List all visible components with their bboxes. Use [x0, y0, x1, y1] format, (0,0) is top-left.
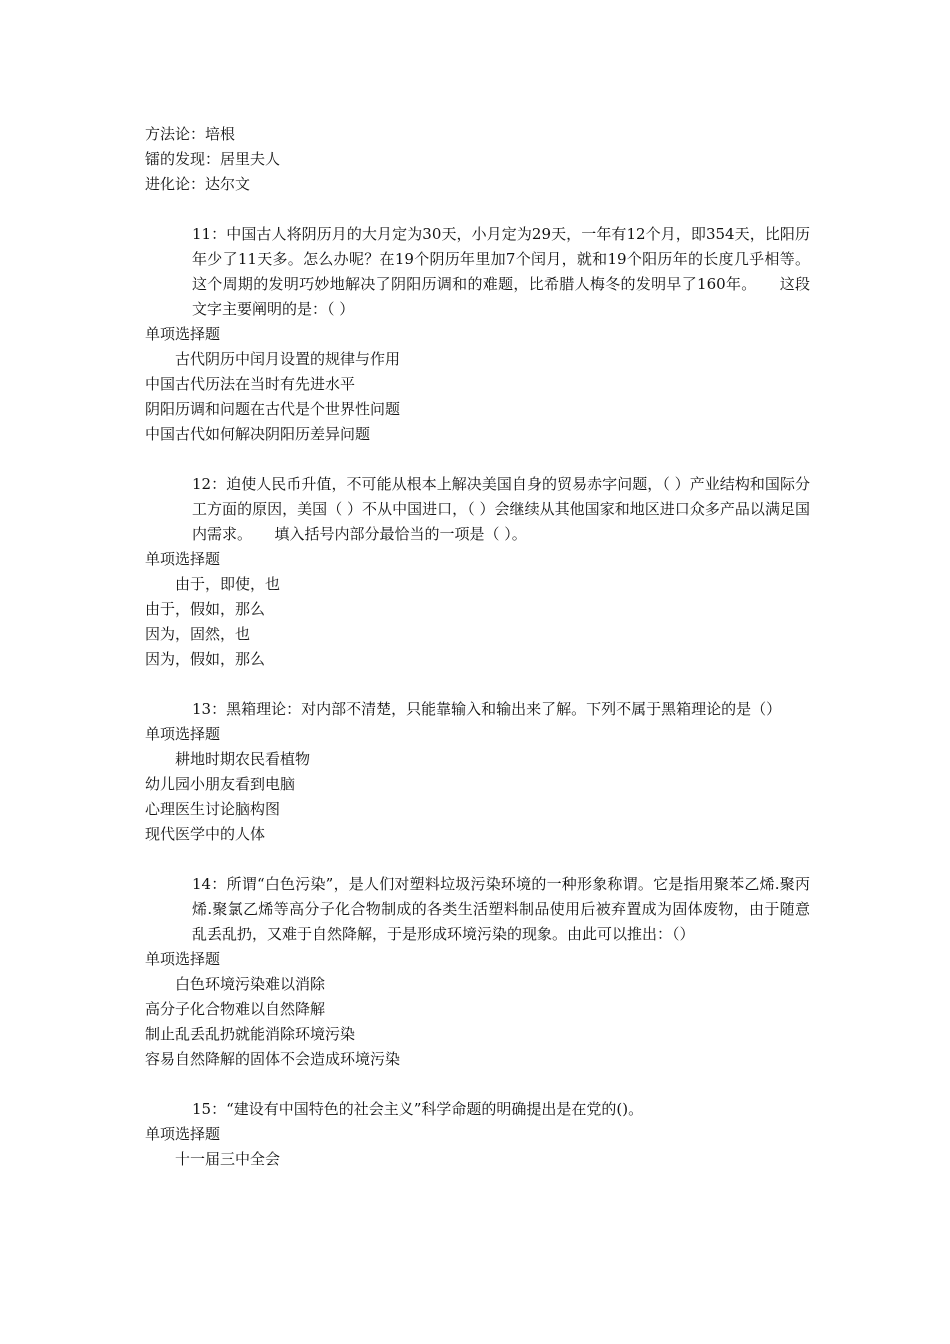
- question-type-label: 单项选择题: [145, 325, 221, 343]
- option-c: 制止乱丢乱扔就能消除环境污染: [145, 1025, 356, 1043]
- option-a: 耕地时期农民看植物: [175, 750, 311, 768]
- question-13-text: 13：黑箱理论：对内部不清楚，只能靠输入和输出来了解。下列不属于黑箱理论的是（）: [192, 700, 782, 718]
- option-b: 由于，假如，那么: [145, 600, 266, 618]
- question-type-label: 单项选择题: [145, 725, 221, 743]
- intro-line: 进化论：达尔文: [145, 175, 251, 193]
- intro-line: 镭的发现：居里夫人: [145, 150, 281, 168]
- question-type-label: 单项选择题: [145, 950, 221, 968]
- question-12-text: 12：迫使人民币升值，不可能从根本上解决美国自身的贸易赤字问题，（ ）产业结构和国际分工方面的原因，美国（ ）不从中国进口，（ ）会继续从其他国家和地区进口众多产品以满足国内需求。 填入括号内部分最恰当的一项是（ ）。: [192, 475, 810, 543]
- question-11-text: 11：中国古人将阴历月的大月定为30天，小月定为29天，一年有12个月，即354天，比阳历年少了11天多。怎么办呢？在19个阴历年里加7个闰月，就和19个阳历年的长度几乎相等。这个周期的发明巧妙地解决了阴阳历调和的难题，比希腊人梅冬的发明早了160年。 这段文字主要阐明的是：（ ）: [192, 225, 810, 318]
- option-c: 心理医生讨论脑构图: [145, 800, 281, 818]
- document-page: [145, 122, 810, 1172]
- option-a: 白色环境污染难以消除: [175, 975, 326, 993]
- option-d: 因为，假如，那么: [145, 650, 266, 668]
- option-d: 现代医学中的人体: [145, 825, 266, 843]
- option-c: 因为，固然，也: [145, 625, 251, 643]
- option-a: 十一届三中全会: [175, 1150, 281, 1168]
- option-a: 古代阴历中闰月设置的规律与作用: [175, 350, 401, 368]
- option-d: 中国古代如何解决阴阳历差异问题: [145, 425, 371, 443]
- option-c: 阴阳历调和问题在古代是个世界性问题: [145, 400, 401, 418]
- question-14-text: 14：所谓“白色污染”，是人们对塑料垃圾污染环境的一种形象称谓。它是指用聚苯乙烯.聚丙烯.聚氯乙烯等高分子化合物制成的各类生活塑料制品使用后被弃置成为固体废物，由于随意乱丢乱扔，又难于自然降解，于是形成环境污染的现象。由此可以推出：（）: [192, 875, 810, 943]
- question-15-text: 15：“建设有中国特色的社会主义”科学命题的明确提出是在党的()。: [192, 1100, 644, 1118]
- option-b: 中国古代历法在当时有先进水平: [145, 375, 356, 393]
- option-b: 高分子化合物难以自然降解: [145, 1000, 326, 1018]
- intro-line: 方法论：培根: [145, 125, 236, 143]
- option-b: 幼儿园小朋友看到电脑: [145, 775, 296, 793]
- option-d: 容易自然降解的固体不会造成环境污染: [145, 1050, 401, 1068]
- question-type-label: 单项选择题: [145, 1125, 221, 1143]
- option-a: 由于，即使，也: [175, 575, 281, 593]
- question-type-label: 单项选择题: [145, 550, 221, 568]
